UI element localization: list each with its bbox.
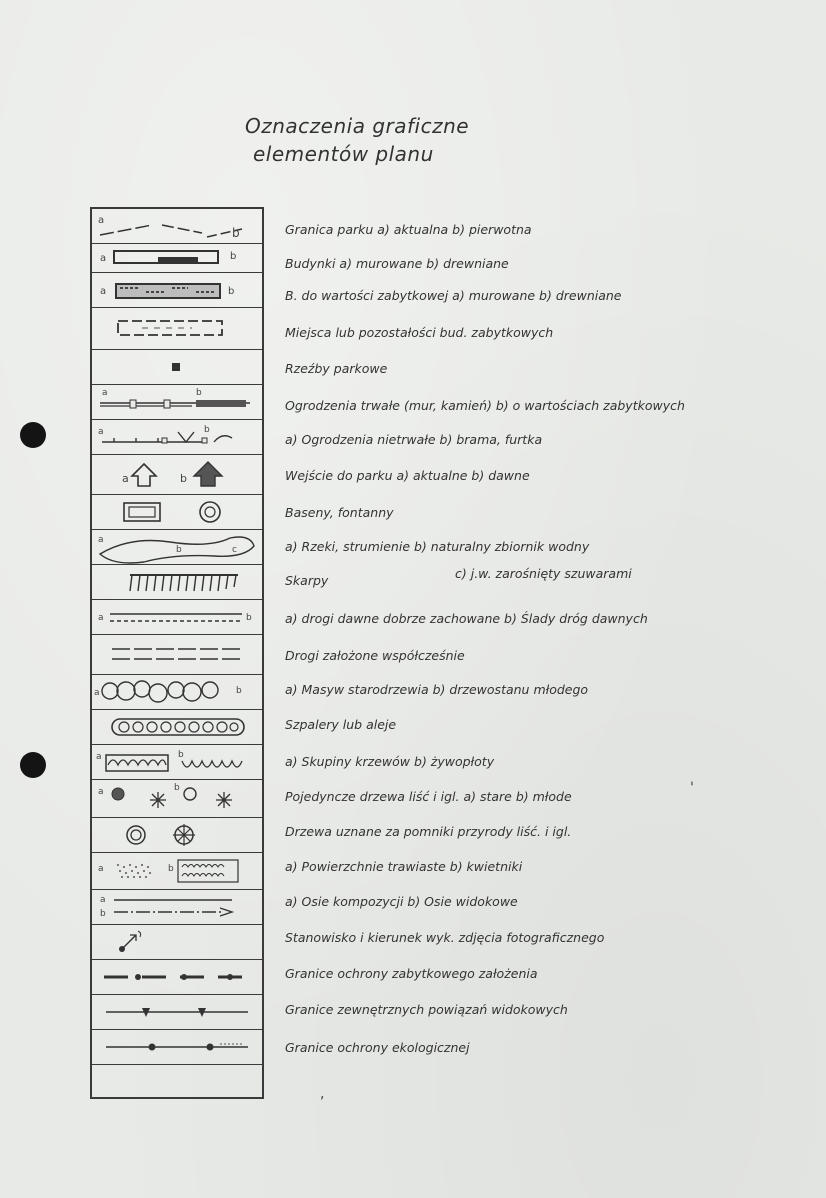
- composition-axes-icon: [92, 890, 262, 924]
- modern-roads-icon: [92, 635, 262, 673]
- legend-desc-modern-roads: Drogi założone współcześnie: [285, 648, 465, 663]
- single-trees-icon: [92, 780, 262, 817]
- shrubs-hedges-icon: [92, 745, 262, 779]
- svg-text:a: a: [100, 253, 107, 264]
- monument-trees-icon: [92, 818, 262, 852]
- svg-text:b: b: [180, 472, 187, 485]
- svg-text:b: b: [232, 226, 240, 240]
- svg-text:a: a: [98, 787, 104, 797]
- legend-desc-ecological-boundary: Granice ochrony ekologicznej: [285, 1040, 470, 1055]
- historic-building-hatched-icon: [92, 274, 262, 306]
- legend-desc-reed-note: c) j.w. zarośnięty szuwarami: [455, 566, 632, 581]
- svg-text:b: b: [168, 864, 174, 874]
- svg-text:b: b: [174, 783, 180, 793]
- pool-fountain-icon: [92, 496, 262, 529]
- legend-desc-view-boundary: Granice zewnętrznych powiązań widokowych: [285, 1002, 568, 1017]
- binder-hole: [20, 752, 46, 778]
- row-divider: [92, 272, 262, 273]
- legend-desc-heritage-boundary: Granice ochrony zabytkowego założenia: [285, 966, 538, 981]
- row-divider: [92, 1064, 262, 1065]
- svg-text:b: b: [236, 686, 242, 696]
- title-line-1: Oznaczenia graficzne: [245, 114, 470, 138]
- row-divider: [92, 243, 262, 244]
- river-water-icon: [92, 530, 262, 564]
- legend-desc-monument-trees: Drzewa uznane za pomniki przyrody liść. i igl.: [285, 824, 572, 839]
- old-roads-icon: [92, 600, 262, 634]
- legend-desc-single-trees: Pojedyncze drzewa liść i igl. a) stare b) młode: [285, 789, 572, 804]
- heritage-boundary-icon: [92, 960, 262, 994]
- svg-text:a: a: [96, 752, 102, 762]
- svg-text:a: a: [98, 613, 104, 623]
- stray-mark: ,: [320, 1086, 325, 1102]
- photo-position-icon: [92, 925, 262, 959]
- legend-symbol-column: [90, 207, 264, 1099]
- svg-text:b: b: [230, 251, 237, 262]
- boundary-dashed-lines-icon: [92, 211, 262, 243]
- svg-text:a: a: [98, 215, 105, 226]
- svg-text:b: b: [176, 545, 182, 555]
- legend-desc-sculptures: Rzeźby parkowe: [285, 361, 388, 376]
- legend-desc-photo-position: Stanowisko i kierunek wyk. zdjęcia fotograficznego: [285, 930, 605, 945]
- legend-desc-temporary-fences: a) Ogrodzenia nietrwałe b) brama, furtka: [285, 432, 543, 447]
- document-title: [245, 112, 469, 168]
- entrance-arrows-icon: [92, 456, 262, 494]
- alley-trees-icon: [92, 710, 262, 744]
- view-boundary-icon: [92, 995, 262, 1029]
- legend-desc-alleys: Szpalery lub aleje: [285, 717, 397, 732]
- svg-text:a: a: [98, 535, 104, 545]
- svg-text:a: a: [122, 472, 129, 485]
- escarpment-hatching-icon: [92, 565, 262, 599]
- title-line-2: elementów planu: [253, 142, 434, 166]
- legend-desc-historic-buildings: B. do wartości zabytkowej a) murowane b) drewniane: [285, 288, 622, 303]
- row-divider: [92, 307, 262, 308]
- svg-text:a: a: [94, 688, 100, 698]
- legend-desc-rivers: a) Rzeki, strumienie b) naturalny zbiornik wodny: [285, 539, 590, 554]
- svg-text:b: b: [196, 388, 202, 398]
- legend-desc-old-roads: a) drogi dawne dobrze zachowane b) Ślady dróg dawnych: [285, 611, 648, 626]
- legend-desc-permanent-fences: Ogrodzenia trwałe (mur, kamień) b) o wartościach zabytkowych: [285, 398, 685, 413]
- legend-desc-buildings: Budynki a) murowane b) drewniane: [285, 256, 509, 271]
- svg-text:c: c: [232, 545, 237, 555]
- legend-desc-park-boundary: Granica parku a) aktualna b) pierwotna: [285, 222, 532, 237]
- stray-mark: ': [690, 780, 694, 796]
- binder-hole: [20, 422, 46, 448]
- svg-text:a: a: [98, 427, 104, 437]
- fence-gate-icon: [92, 420, 262, 454]
- tree-mass-icon: [92, 675, 262, 709]
- fence-posts-icon: [92, 385, 262, 419]
- svg-text:b: b: [228, 286, 235, 297]
- building-outline-icon: [92, 245, 262, 271]
- svg-text:b: b: [246, 613, 252, 623]
- legend-desc-park-entrance: Wejście do parku a) aktualne b) dawne: [285, 468, 530, 483]
- svg-text:a: a: [100, 286, 107, 297]
- legend-desc-historic-remains: Miejsca lub pozostałości bud. zabytkowych: [285, 325, 554, 340]
- lawn-flowerbeds-icon: [92, 853, 262, 889]
- svg-text:b: b: [204, 425, 210, 435]
- svg-text:a: a: [102, 388, 108, 398]
- sculpture-square-icon: [92, 351, 262, 384]
- ecological-boundary-icon: [92, 1030, 262, 1064]
- svg-text:a: a: [100, 895, 106, 905]
- legend-desc-escarpments: Skarpy: [285, 573, 329, 588]
- dashed-rectangle-icon: [92, 309, 262, 349]
- row-divider: [92, 349, 262, 350]
- legend-desc-lawns: a) Powierzchnie trawiaste b) kwietniki: [285, 859, 523, 874]
- legend-desc-pools: Baseny, fontanny: [285, 505, 394, 520]
- svg-text:b: b: [178, 750, 184, 760]
- legend-desc-tree-mass: a) Masyw starodrzewia b) drzewostanu młodego: [285, 682, 589, 697]
- legend-desc-shrubs: a) Skupiny krzewów b) żywopłoty: [285, 754, 495, 769]
- svg-text:b: b: [100, 909, 106, 919]
- svg-text:a: a: [98, 864, 104, 874]
- row-divider: [92, 494, 262, 495]
- row-divider: [92, 454, 262, 455]
- legend-desc-axes: a) Osie kompozycji b) Osie widokowe: [285, 894, 518, 909]
